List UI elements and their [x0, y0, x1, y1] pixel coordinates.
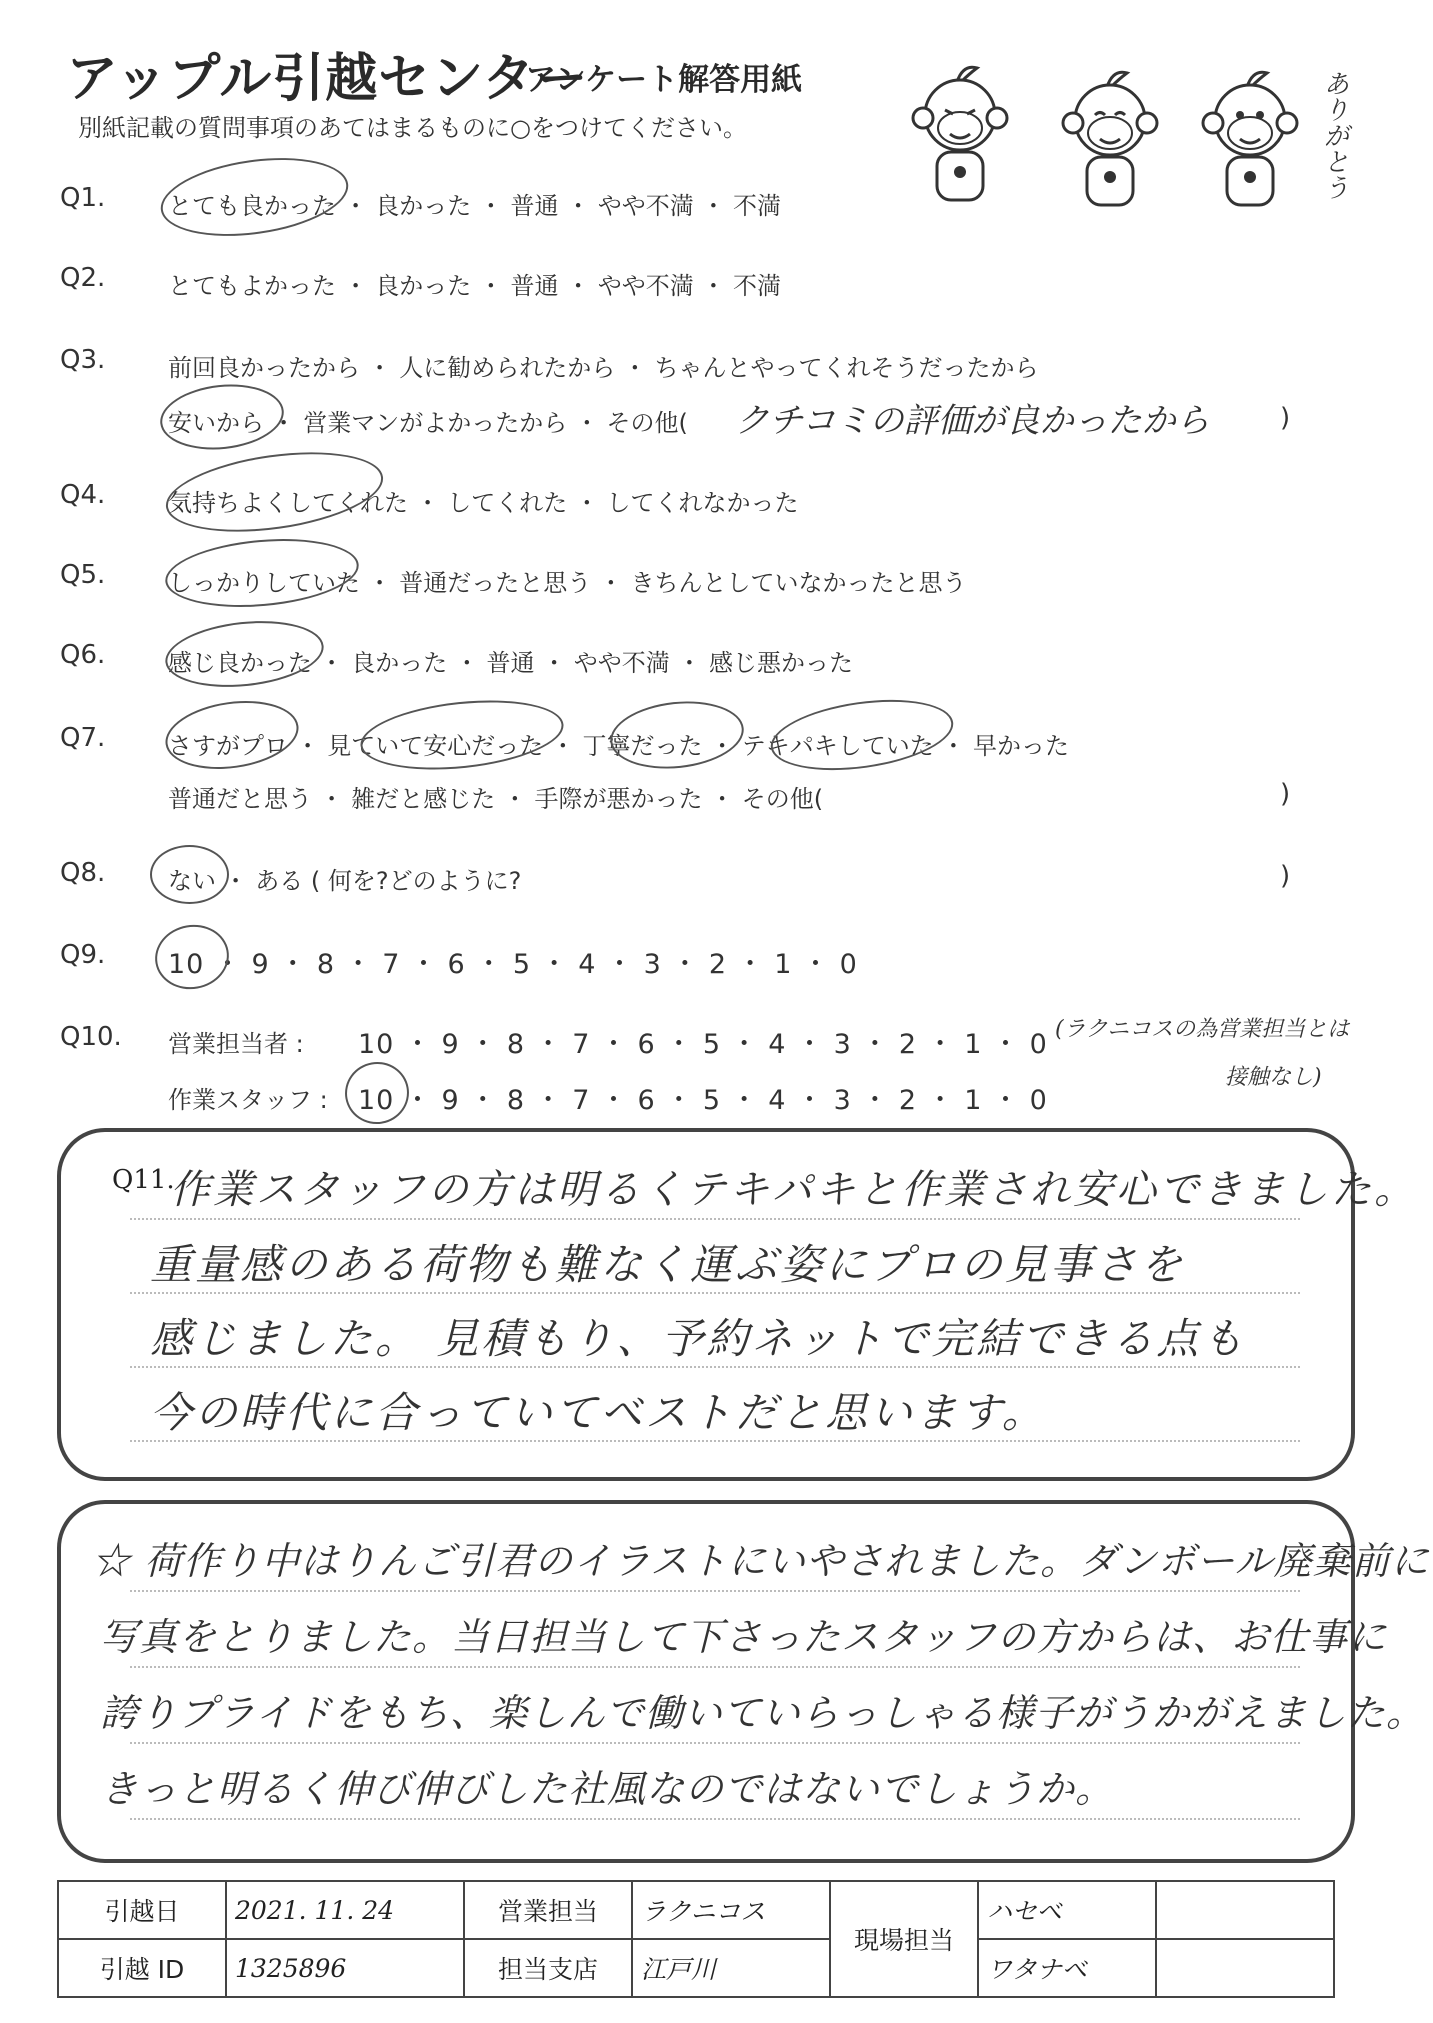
q9-answer-circle: [150, 919, 234, 995]
q3-close-paren: ): [1280, 403, 1291, 433]
q10-sales-label: 営業担当者 :: [168, 1030, 304, 1058]
comment-handwritten-line: ☆ 荷作り中はりんご引君のイラストにいやされました。ダンボール廃棄前に: [92, 1539, 1430, 1583]
site-rep-extra-cell[interactable]: [1156, 1939, 1334, 1997]
q11-handwritten-line: 感じました。 見積もり、予約ネットで完結できる点も: [150, 1314, 1247, 1363]
site-rep-extra-cell[interactable]: [1156, 1881, 1334, 1939]
form-title: アップル引越センター: [66, 49, 589, 109]
q5-answer-circle: [162, 532, 361, 615]
comment-rule: [130, 1590, 1300, 1592]
q9-label: Q9.: [60, 940, 106, 970]
q1-label: Q1.: [60, 183, 106, 213]
q8-close-paren: ): [1280, 861, 1291, 891]
thanks-text: ありがとう: [1319, 70, 1349, 200]
form-subtitle: アンケート解答用紙: [525, 62, 803, 98]
branch-label: 担当支店: [464, 1939, 632, 1997]
comment-rule: [130, 1666, 1300, 1668]
comment-handwritten-line: きっと明るく伸び伸びした社風なのではないでしょうか。: [100, 1767, 1115, 1811]
q4-label: Q4.: [60, 480, 106, 510]
q11-rule: [130, 1292, 1300, 1294]
monkey-mascot-icon: [1055, 65, 1165, 215]
move-id-label: 引越 ID: [58, 1939, 226, 1997]
q10-label: Q10.: [60, 1022, 122, 1052]
comment-rule: [130, 1742, 1300, 1744]
comment-handwritten-line: 誇りプライドをもち、楽しんで働いていらっしゃる様子がうかがえました。: [100, 1691, 1425, 1735]
q1-answer-circle: [156, 147, 353, 247]
q6-answer-circle: [162, 614, 327, 694]
q6-options[interactable]: 感じ良かった ・ 良かった ・ 普通 ・ やや不満 ・ 感じ悪かった: [168, 649, 854, 677]
q4-answer-circle: [161, 440, 388, 544]
q3-options-line1[interactable]: 前回良かったから ・ 人に勧められたから ・ ちゃんとやってくれそうだったから: [168, 354, 1039, 382]
q8-answer-circle: [150, 845, 229, 904]
q3-other-handwritten: クチコミの評価が良かったから: [735, 401, 1210, 441]
sales-rep-label: 営業担当: [464, 1881, 632, 1939]
monkey-mascot-icon: [1195, 65, 1305, 215]
q8-options[interactable]: ない ・ ある ( 何を?どのように?: [168, 867, 522, 895]
q10-note-line1: (ラクニコスの為営業担当とは: [1055, 1017, 1350, 1042]
q8-label: Q8.: [60, 858, 106, 888]
q7-options-line1[interactable]: さすがプロ ・ 見ていて安心だった ・ 丁寧だった ・ テキパキしていた ・ 早かった: [168, 732, 1070, 760]
move-date-label: 引越日: [58, 1881, 226, 1939]
q7-circle-teinei: [607, 695, 747, 775]
q10-sales-scale[interactable]: 10 ・ 9 ・ 8 ・ 7 ・ 6 ・ 5 ・ 4 ・ 3 ・ 2 ・ 1 ・ 0: [358, 1029, 1048, 1060]
q11-handwritten-line: 重量感のある荷物も難なく運ぶ姿にプロの見事さを: [150, 1240, 1186, 1289]
q3-label: Q3.: [60, 345, 106, 375]
q7-circle-pro: [161, 693, 303, 777]
q10-staff-answer-circle: [340, 1057, 414, 1129]
q7-circle-anshin: [357, 692, 567, 779]
q3-answer-circle: [157, 379, 287, 456]
q11-label: Q11.: [112, 1165, 175, 1195]
q5-options[interactable]: しっかりしていた ・ 普通だったと思う ・ きちんとしていなかったと思う: [168, 569, 967, 597]
q7-label: Q7.: [60, 723, 106, 753]
q2-label: Q2.: [60, 263, 106, 293]
sales-rep-value[interactable]: ラクニコス: [632, 1881, 830, 1939]
q1-options[interactable]: とても良かった ・ 良かった ・ 普通 ・ やや不満 ・ 不満: [168, 192, 782, 220]
q7-close-paren: ): [1280, 779, 1291, 809]
q11-handwritten-line: 今の時代に合っていてベストだと思います。: [150, 1388, 1047, 1437]
q4-options[interactable]: 気持ちよくしてくれた ・ してくれた ・ してくれなかった: [168, 489, 799, 517]
q11-rule: [130, 1440, 1300, 1442]
move-info-table: [57, 1880, 1335, 1998]
branch-value[interactable]: 江戸川: [632, 1939, 830, 1997]
q10-note-line2: 接触なし): [1225, 1065, 1322, 1090]
q11-handwritten-line: 作業スタッフの方は明るくテキパキと作業され安心できました。: [170, 1167, 1417, 1213]
instruction-text: 別紙記載の質問事項のあてはまるものに○をつけてください。: [78, 114, 747, 142]
monkey-mascot-icon: [905, 60, 1015, 210]
comment-handwritten-line: 写真をとりました。当日担当して下さったスタッフの方からは、お仕事に: [100, 1615, 1388, 1659]
q5-label: Q5.: [60, 560, 106, 590]
q2-options[interactable]: とてもよかった ・ 良かった ・ 普通 ・ やや不満 ・ 不満: [168, 272, 782, 300]
q10-staff-scale[interactable]: 10 ・ 9 ・ 8 ・ 7 ・ 6 ・ 5 ・ 4 ・ 3 ・ 2 ・ 1 ・ 0: [358, 1085, 1048, 1116]
q6-label: Q6.: [60, 640, 106, 670]
q11-rule: [130, 1218, 1300, 1220]
q11-rule: [130, 1366, 1300, 1368]
move-id-value[interactable]: 1325896: [226, 1939, 464, 1997]
site-rep-value-1[interactable]: ハセベ: [978, 1881, 1156, 1939]
q10-staff-label: 作業スタッフ :: [168, 1086, 328, 1114]
site-rep-value-2[interactable]: ワタナベ: [978, 1939, 1156, 1997]
q7-options-line2[interactable]: 普通だと思う ・ 雑だと感じた ・ 手際が悪かった ・ その他(: [168, 785, 824, 813]
move-date-value[interactable]: 2021. 11. 24: [226, 1881, 464, 1939]
q7-circle-tekipaki: [766, 690, 957, 781]
q3-options-line2[interactable]: 安いから ・ 営業マンがよかったから ・ その他(: [168, 409, 688, 437]
comment-rule: [130, 1818, 1300, 1820]
site-rep-label: 現場担当: [830, 1881, 978, 1997]
q9-scale[interactable]: 10 ・ 9 ・ 8 ・ 7 ・ 6 ・ 5 ・ 4 ・ 3 ・ 2 ・ 1 ・ 0: [168, 949, 858, 980]
